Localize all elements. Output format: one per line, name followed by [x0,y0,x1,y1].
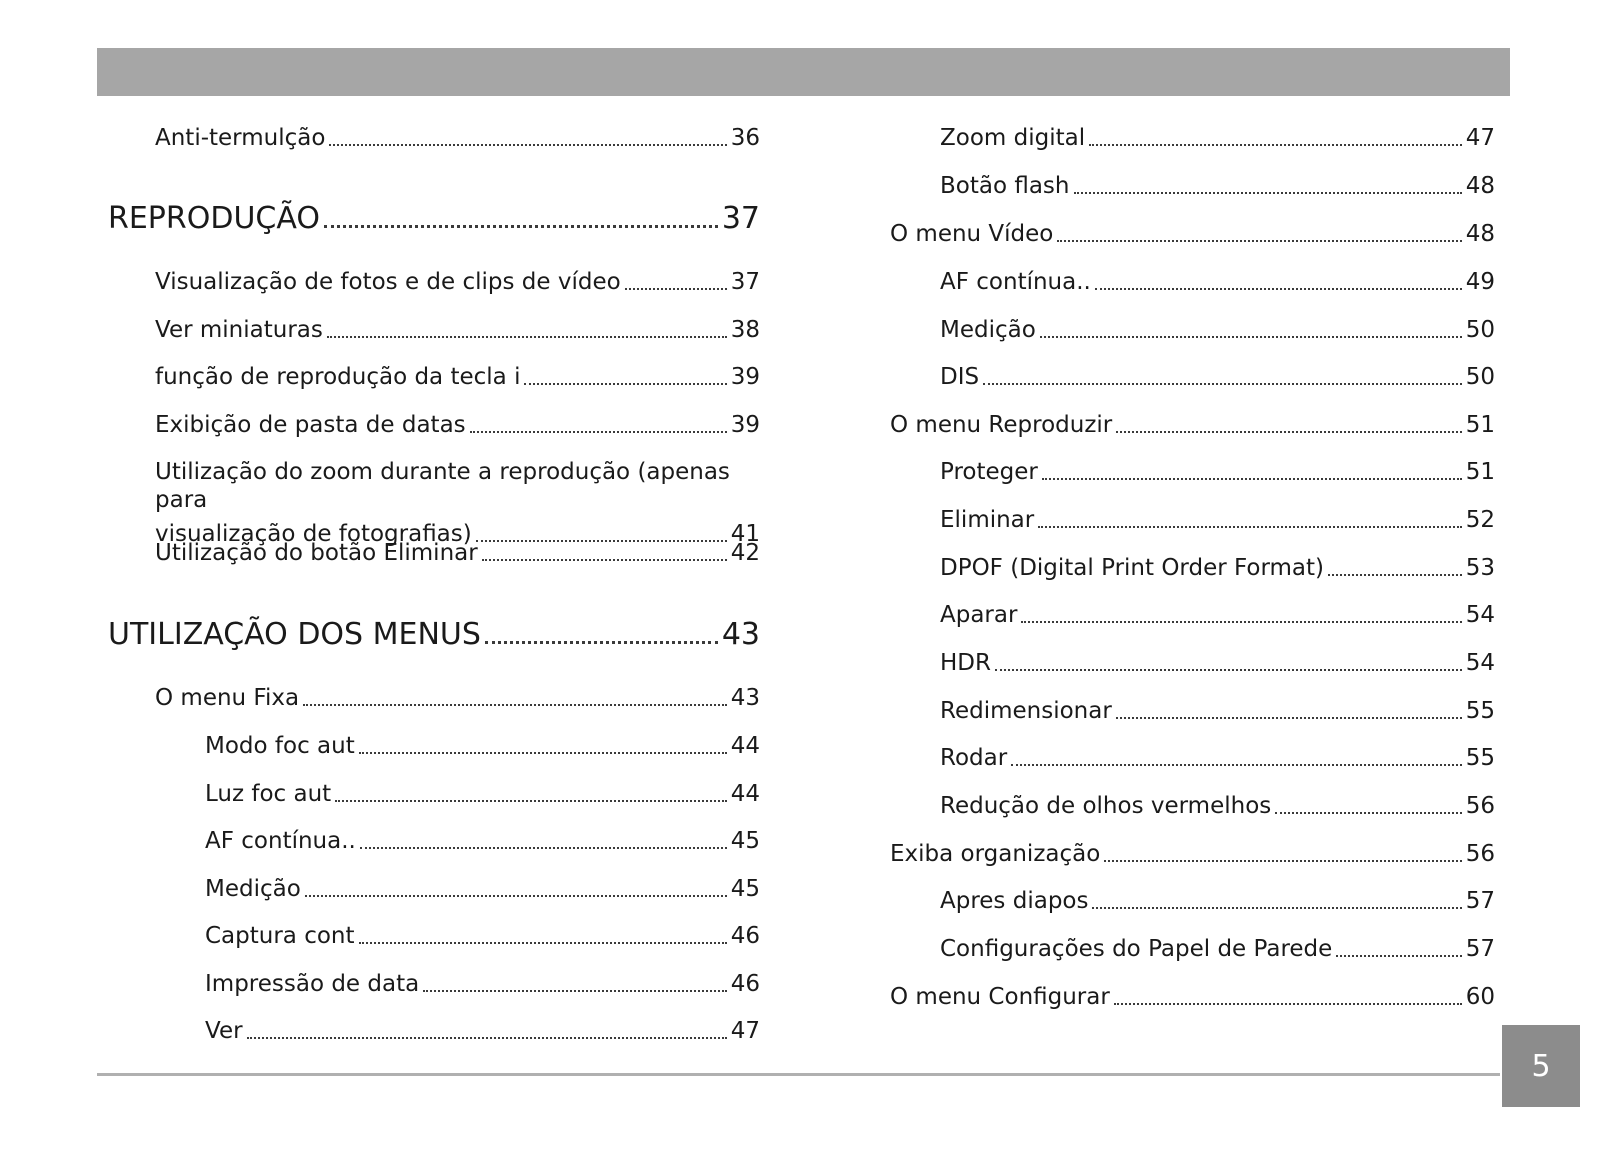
toc-leader-dots [524,383,726,385]
toc-entry-page: 55 [1465,745,1495,771]
toc-entry-page: 45 [730,876,760,902]
toc-entry-page: 37 [730,269,760,295]
toc-entry-label: Rodar [940,745,1008,771]
toc-leader-dots [1040,336,1462,338]
toc-entry[interactable] [940,935,1495,963]
toc-entry[interactable] [940,458,1495,486]
toc-entry-page: 50 [1465,364,1495,390]
toc-entry-label: Utilização do zoom durante a reprodução (apenas para [155,459,730,513]
toc-entry[interactable] [155,458,760,548]
toc-leader-dots [1275,812,1461,814]
toc-entry-page: 48 [1465,173,1495,199]
toc-entry-page: 54 [1465,602,1495,628]
toc-leader-dots [360,847,727,849]
toc-leader-dots [247,1037,727,1039]
toc-leader-dots [1104,860,1461,862]
toc-entry[interactable] [940,792,1495,820]
toc-entry[interactable] [205,970,760,998]
toc-entry-page: 55 [1465,698,1495,724]
toc-entry[interactable] [890,840,1495,868]
toc-entry-page: 44 [730,781,760,807]
toc-leader-dots [1328,574,1462,576]
toc-heading-label: REPRODUÇÃO [108,201,320,236]
toc-leader-dots [1011,764,1462,766]
toc-entry-label: Zoom digital [940,125,1086,151]
toc-entry[interactable] [205,827,760,855]
toc-leader-dots [625,288,727,290]
page-number: 5 [1502,1025,1580,1107]
toc-entry[interactable] [940,316,1495,344]
toc-entry-page: 52 [1465,507,1495,533]
toc-entry-label: Redimensionar [940,698,1112,724]
toc-entry-label: Captura cont [205,923,355,949]
toc-entry[interactable] [940,601,1495,629]
toc-entry-page: 38 [730,317,760,343]
toc-entry-page: 51 [1465,459,1495,485]
toc-entry-page: 46 [730,971,760,997]
toc-leader-dots [470,431,727,433]
toc-leader-dots [305,895,727,897]
toc-leader-dots [1095,288,1462,290]
toc-leader-dots [1089,144,1462,146]
toc-entry-page: 57 [1465,936,1495,962]
toc-entry-page: 47 [730,1018,760,1044]
toc-entry-page: 45 [730,828,760,854]
toc-entry-page: 47 [1465,125,1495,151]
toc-leader-dots [1336,955,1461,957]
toc-entry-page: 56 [1465,793,1495,819]
toc-leader-dots [1074,192,1462,194]
toc-entry-page: 54 [1465,650,1495,676]
toc-leader-dots [1116,717,1462,719]
toc-entry[interactable] [155,539,760,567]
toc-entry[interactable] [155,268,760,296]
toc-entry[interactable] [940,649,1495,677]
toc-leader-dots [1021,621,1461,623]
toc-entry[interactable] [155,316,760,344]
toc-entry[interactable] [155,124,760,152]
toc-entry[interactable] [205,875,760,903]
toc-leader-dots [1116,431,1461,433]
toc-entry[interactable] [205,732,760,760]
toc-entry-label: Eliminar [940,507,1035,533]
toc-entry-page: 51 [1465,412,1495,438]
toc-entry[interactable] [940,363,1495,391]
toc-entry-label: Impressão de data [205,971,420,997]
toc-entry[interactable] [940,268,1495,296]
toc-heading-page: 37 [721,201,760,236]
toc-entry-label: O menu Configurar [890,984,1110,1010]
toc-entry-label: AF contínua.. [205,828,356,854]
toc-entry-page: 42 [730,540,760,566]
toc-entry-page: 57 [1465,888,1495,914]
toc-entry[interactable] [940,697,1495,725]
toc-entry-label: Utilização do botão Eliminar [155,540,478,566]
toc-entry[interactable] [155,411,760,439]
toc-leader-dots [327,336,727,338]
toc-entry-label: Visualização de fotos e de clips de vídeo [155,269,621,295]
toc-entry[interactable] [940,124,1495,152]
toc-leader-dots [1114,1003,1462,1005]
toc-entry[interactable] [940,172,1495,200]
toc-entry-label: DPOF (Digital Print Order Format) [940,555,1325,581]
toc-entry-label: O menu Vídeo [890,221,1054,247]
toc-entry-label: Anti-termulção [155,125,326,151]
toc-entry[interactable] [940,554,1495,582]
toc-leader-dots [1057,240,1461,242]
toc-entry-page: 39 [730,412,760,438]
toc-entry-page: 39 [730,364,760,390]
toc-entry-page: 49 [1465,269,1495,295]
toc-entry-label: Redução de olhos vermelhos [940,793,1272,819]
toc-entry-label: Apres diapos [940,888,1089,914]
toc-entry-label: AF contínua.. [940,269,1091,295]
toc-entry-page: 44 [730,733,760,759]
toc-entry-label: O menu Fixa [155,685,300,711]
toc-entry[interactable] [205,1017,760,1045]
toc-leader-dots [1042,478,1462,480]
toc-entry-page: 50 [1465,317,1495,343]
toc-entry-label: DIS [940,364,980,390]
toc-entry-label: Exiba organização [890,841,1101,867]
footer-rule [97,1073,1500,1076]
toc-leader-dots [983,383,1462,385]
toc-entry[interactable] [940,744,1495,772]
toc-section-heading[interactable] [108,202,760,236]
toc-entry[interactable] [940,887,1495,915]
toc-leader-dots [335,800,727,802]
toc-section-heading[interactable] [108,618,760,652]
toc-entry[interactable] [890,411,1495,439]
toc-leader-dots [1092,907,1461,909]
toc-leader-dots [303,704,727,706]
toc-entry-label: Proteger [940,459,1038,485]
toc-entry-label: Medição [940,317,1036,343]
toc-entry-label: Aparar [940,602,1018,628]
toc-leader-dots [329,144,726,146]
toc-entry-label: O menu Reproduzir [890,412,1113,438]
toc-entry[interactable] [155,363,760,391]
toc-entry[interactable] [890,983,1495,1011]
header-bar [97,48,1510,96]
toc-leader-dots [423,990,727,992]
toc-entry-label: Ver [205,1018,243,1044]
toc-entry-label: Modo foc aut [205,733,355,759]
toc-leader-dots [324,225,718,228]
toc-entry-page: 60 [1465,984,1495,1010]
toc-entry-page: 56 [1465,841,1495,867]
toc-leader-dots [482,559,727,561]
toc-entry-page: 36 [730,125,760,151]
toc-entry-page: 41 [730,521,760,547]
toc-entry-page: 53 [1465,555,1495,581]
toc-entry[interactable] [205,922,760,950]
toc-entry-label: Medição [205,876,301,902]
toc-entry[interactable] [155,684,760,712]
toc-entry[interactable] [205,780,760,808]
toc-leader-dots [995,669,1462,671]
toc-heading-label: UTILIZAÇÃO DOS MENUS [108,617,481,652]
toc-leader-dots [1038,526,1461,528]
toc-entry-label: Ver miniaturas [155,317,323,343]
toc-entry[interactable] [940,506,1495,534]
toc-entry-page: 43 [730,685,760,711]
toc-heading-page: 43 [721,617,760,652]
toc-entry-label: Botão flash [940,173,1070,199]
toc-entry-label: função de reprodução da tecla i [155,364,521,390]
toc-entry-page: 48 [1465,221,1495,247]
toc-entry-label: Luz foc aut [205,781,332,807]
toc-leader-dots [485,641,718,644]
toc-leader-dots [359,942,727,944]
toc-entry-label: Configurações do Papel de Parede [940,936,1333,962]
toc-entry-label: Exibição de pasta de datas [155,412,466,438]
toc-entry[interactable] [890,220,1495,248]
toc-entry-page: 46 [730,923,760,949]
toc-entry-label: HDR [940,650,991,676]
toc-leader-dots [359,752,727,754]
toc-entry-label-continued: visualização de fotografias) [155,521,472,547]
